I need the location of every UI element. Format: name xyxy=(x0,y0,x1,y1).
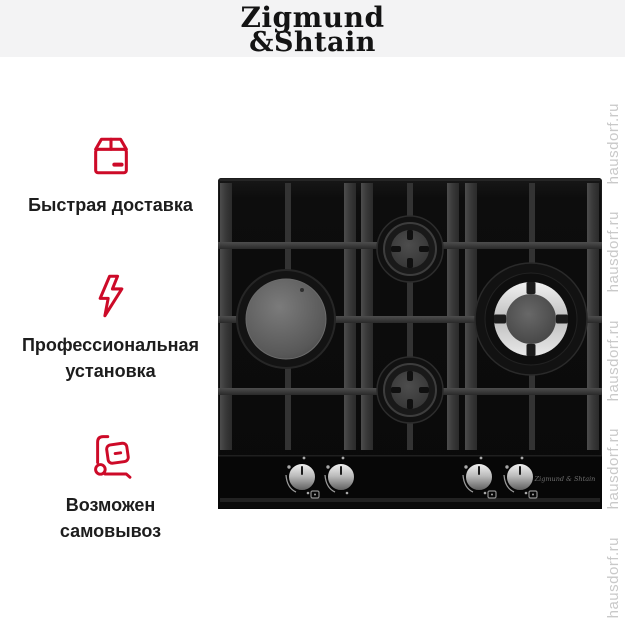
brand-logo-line2: &Shtain xyxy=(249,27,376,58)
burner-small-top xyxy=(377,216,443,282)
header-band xyxy=(0,0,625,57)
product-image-gas-hob xyxy=(218,178,602,509)
watermark-text: hausdorf.ru xyxy=(604,319,622,402)
watermark-text: hausdorf.ru xyxy=(604,211,622,293)
watermark-text: hausdorf.ru xyxy=(604,536,622,618)
hob-image xyxy=(218,178,602,509)
burner-small-bottom xyxy=(377,357,443,423)
burner-large-left xyxy=(237,270,335,368)
burner-wok-right xyxy=(475,263,587,375)
watermark-column xyxy=(603,0,623,618)
feature-install xyxy=(8,268,213,384)
watermark-text: hausdorf.ru xyxy=(604,103,622,185)
feature-delivery-label: Быстрая доставка xyxy=(28,195,193,215)
feature-install-label: Профессиональная установка xyxy=(21,335,200,381)
handtruck-icon xyxy=(87,428,135,484)
package-icon xyxy=(88,128,134,184)
lightning-icon xyxy=(95,268,127,324)
brand-logo-line1: Zigmund xyxy=(240,1,385,34)
hob-panel-logo: Zigmund & Shtain xyxy=(534,475,596,483)
feature-pickup xyxy=(8,428,213,544)
watermark-text: hausdorf.ru xyxy=(604,428,622,510)
feature-pickup-label: Возможен самовывоз xyxy=(59,495,162,541)
brand-logo xyxy=(240,1,385,58)
feature-delivery xyxy=(8,128,213,218)
